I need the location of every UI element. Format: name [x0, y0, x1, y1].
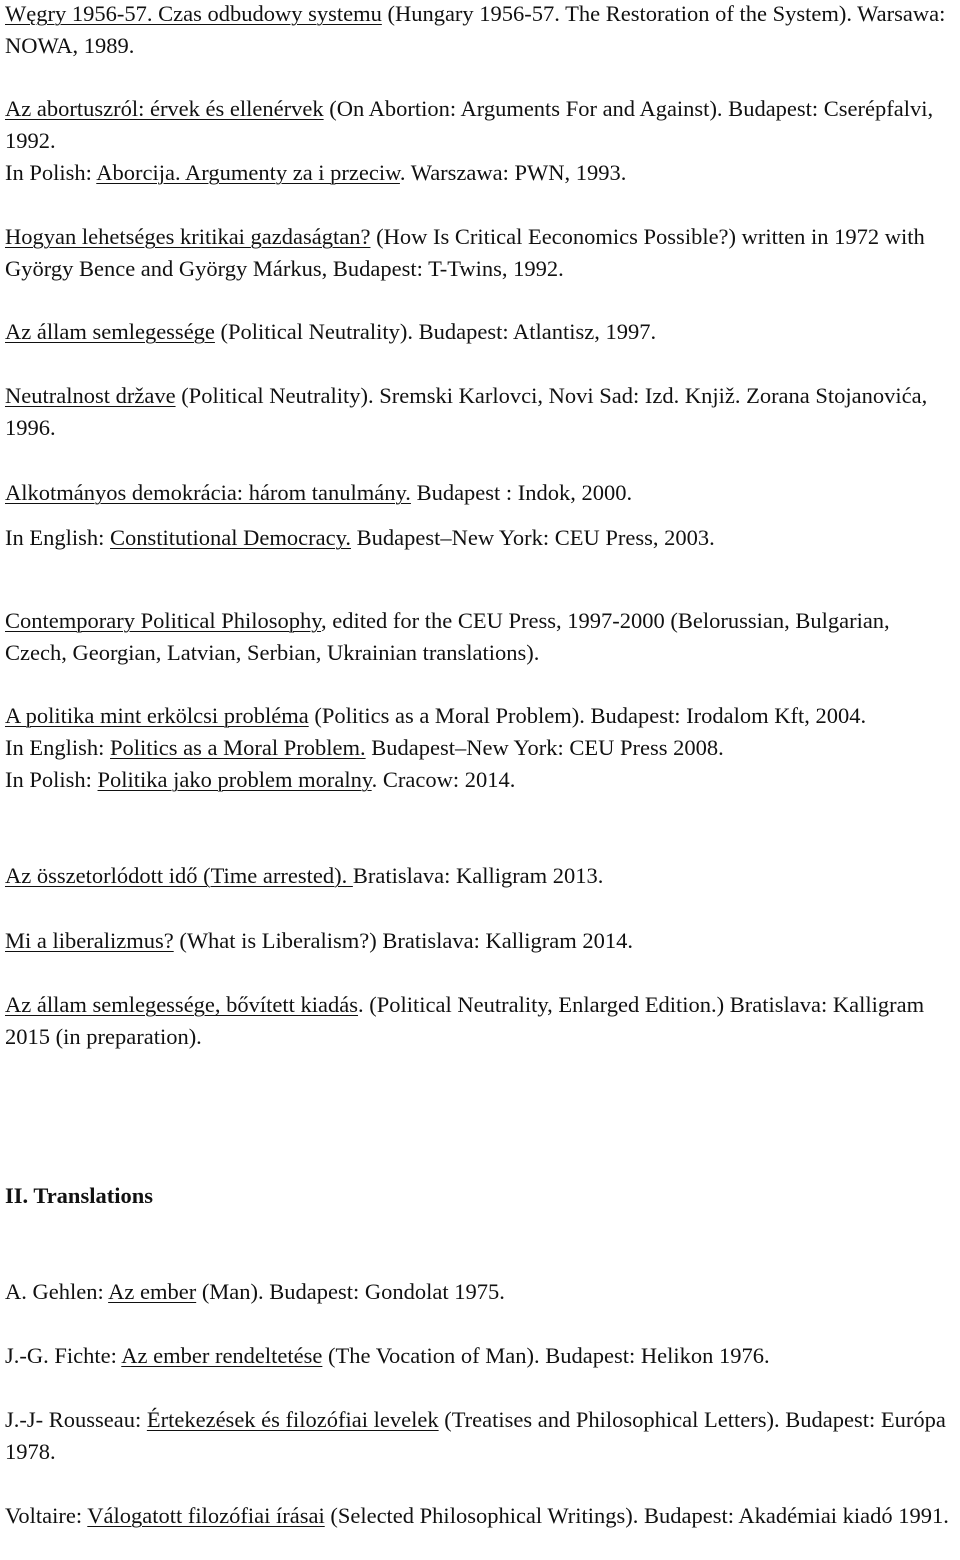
entry-title: Az abortuszról: érvek és ellenérvek — [5, 96, 324, 121]
bibliography-entry — [5, 221, 957, 285]
entry-title: Az összetorlódott idő (Time arrested). — [5, 863, 353, 888]
entry-prefix: In English: — [5, 735, 110, 760]
entry-title: Az állam semlegessége — [5, 319, 215, 344]
entry-title: Az állam semlegessége, bővített kiadás — [5, 992, 359, 1017]
entry-author: A. Gehlen: — [5, 1279, 109, 1304]
bibliography-entry — [5, 700, 957, 796]
bibliography-entry — [5, 0, 957, 62]
entry-title: Politics as a Moral Problem. — [110, 735, 366, 760]
entry-title: Az ember rendeltetése — [121, 1343, 323, 1368]
entry-details: Budapest–New York: CEU Press, 2003. — [351, 525, 715, 550]
entry-details: Budapest–New York: CEU Press 2008. — [365, 735, 724, 760]
entry-line — [5, 157, 957, 189]
entry-details: (Selected Philosophical Writings). Budapest: Akadémiai kiadó 1991. — [324, 1503, 949, 1528]
entry-title: Węgry 1956-57. Czas odbudowy systemu — [5, 1, 382, 26]
entry-line — [5, 700, 957, 732]
entry-title: Hogyan lehetséges kritikai gazdaságtan? — [5, 224, 371, 249]
entry-author: J.-J- Rousseau: — [5, 1407, 147, 1432]
entry-details: . Warszawa: PWN, 1993. — [399, 160, 627, 185]
translation-entry — [5, 1500, 957, 1532]
entry-details: (Man). Budapest: Gondolat 1975. — [196, 1279, 505, 1304]
bibliography-entry — [5, 860, 957, 892]
translation-entry — [5, 1404, 957, 1468]
entry-title: Az ember — [108, 1279, 197, 1304]
entry-title: Alkotmányos demokrácia: három tanulmány. — [5, 480, 411, 505]
entry-prefix: In English: — [5, 525, 110, 550]
entry-title: Politika jako problem moralny — [97, 767, 372, 792]
entry-details: (The Vocation of Man). Budapest: Helikon 1976. — [322, 1343, 770, 1368]
entry-title: Contemporary Political Philosophy — [5, 608, 322, 633]
entry-title: A politika mint erkölcsi probléma — [5, 703, 309, 728]
entry-title: Aborcija. Argumenty za i przeciw — [96, 160, 400, 185]
entry-details: (Hungary 1956-57. The Restoration of the System). Warsawa: NOWA, 1989. — [5, 1, 946, 58]
bibliography-entry — [5, 380, 957, 444]
entry-details: Budapest : Indok, 2000. — [410, 480, 633, 505]
entry-author: Voltaire: — [5, 1503, 88, 1528]
entry-details: (Political Neutrality). Budapest: Atlantisz, 1997. — [214, 319, 657, 344]
entry-details: . Cracow: 2014. — [371, 767, 516, 792]
section-heading: II. Translations — [5, 1183, 153, 1208]
bibliography-entry — [5, 989, 957, 1053]
bibliography-entry — [5, 605, 957, 669]
entry-line — [5, 477, 957, 509]
entry-prefix: In Polish: — [5, 160, 97, 185]
entry-line — [5, 732, 957, 764]
translation-entry — [5, 1276, 957, 1308]
entry-title: Neutralnost države — [5, 383, 176, 408]
entry-title: Értekezések és filozófiai levelek — [146, 1407, 439, 1432]
entry-details: . (Political Neutrality, Enlarged Edition.) Bratislava: Kalligram 2015 (in preparation). — [5, 992, 925, 1049]
bibliography-entry — [5, 93, 957, 189]
bibliography-entry — [5, 925, 957, 957]
entry-line — [5, 764, 957, 796]
entry-line — [5, 93, 957, 157]
entry-title: Constitutional Democracy. — [110, 525, 351, 550]
entry-title: Mi a liberalizmus? — [5, 928, 174, 953]
bibliography-entry — [5, 477, 957, 554]
bibliography-entry — [5, 316, 957, 348]
entry-line — [5, 522, 957, 554]
entry-details: Bratislava: Kalligram 2013. — [352, 863, 604, 888]
entry-details: (Politics as a Moral Problem). Budapest: Irodalom Kft, 2004. — [308, 703, 867, 728]
entry-details: (Treatises and Philosophical Letters). Budapest: Európa 1978. — [5, 1407, 946, 1464]
entry-prefix: In Polish: — [5, 767, 98, 792]
entry-details: (How Is Critical Eeconomics Possible?) written in 1972 with György Bence and György Márkus, Budapest: T-Twins, 1992. — [5, 224, 925, 281]
translation-entry — [5, 1340, 957, 1372]
entry-title: Válogatott filozófiai írásai — [87, 1503, 325, 1528]
entry-details: (What is Liberalism?) Bratislava: Kalligram 2014. — [173, 928, 633, 953]
entry-details: , edited for the CEU Press, 1997-2000 (Belorussian, Bulgarian, Czech, Georgian, Latvian, Serbian, Ukrainian translations). — [5, 608, 890, 665]
entry-details: (Political Neutrality). Sremski Karlovci, Novi Sad: Izd. Knjiž. Zorana Stojanovića, 1996. — [5, 383, 928, 440]
entry-author: J.-G. Fichte: — [5, 1343, 122, 1368]
entry-details: (On Abortion: Arguments For and Against). Budapest: Cserépfalvi, 1992. — [5, 96, 934, 153]
